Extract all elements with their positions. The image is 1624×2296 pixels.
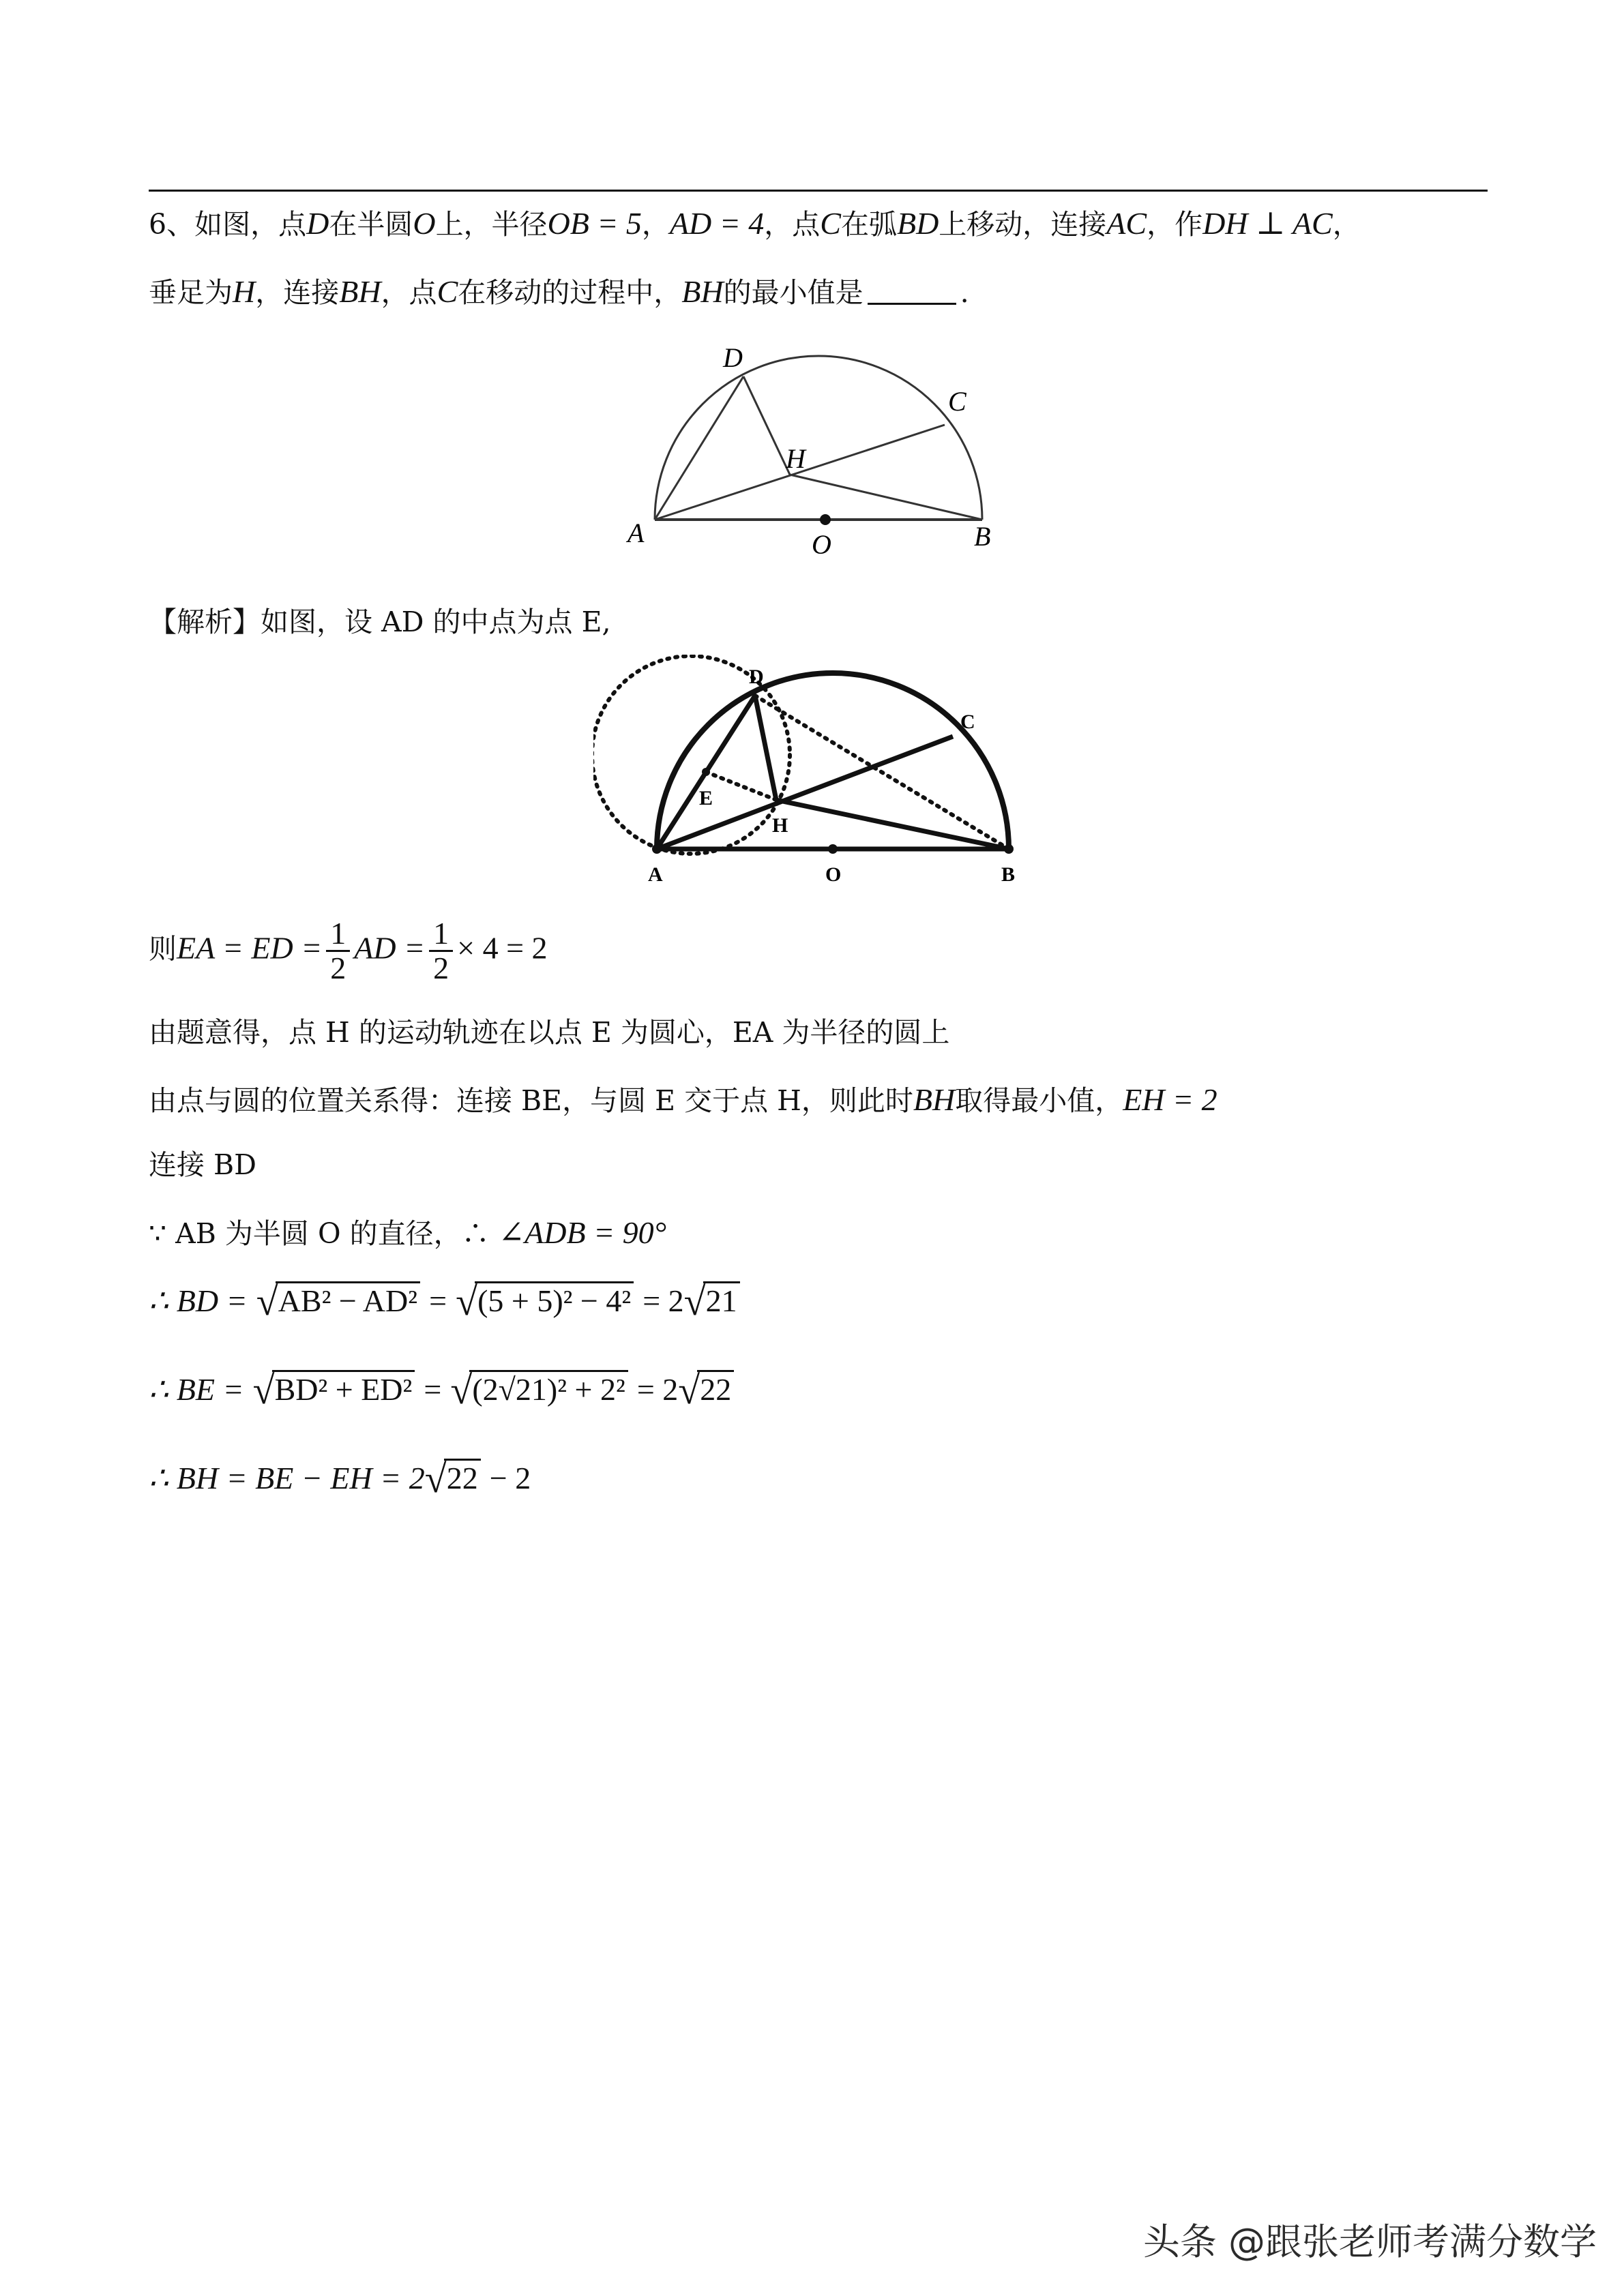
solution-step-7: ∴ BE = √ BD² + ED² = √ (2√21)² + 2² = 2 √ 22 <box>149 1371 734 1408</box>
segment-hb <box>790 475 982 520</box>
sqrt-expression: √ (2√21)² + 2² <box>450 1371 628 1408</box>
sqrt-expression: √ 22 <box>425 1459 481 1497</box>
label-o: O <box>812 529 831 560</box>
fraction-half-2: $\frac{1}{2}$ <box>429 917 453 985</box>
sqrt-expression: √ AB² − AD² <box>256 1282 420 1320</box>
label-d-2: D <box>749 666 764 688</box>
label-h-2: H <box>772 814 788 837</box>
semicircle-arc-2 <box>657 673 1009 849</box>
point-e-2 <box>702 768 710 776</box>
point-a-2 <box>652 844 662 854</box>
center-point-o <box>820 514 831 525</box>
solution-step-8: ∴ BH = BE − EH = 2 √ 22 − 2 <box>149 1457 531 1501</box>
label-d: D <box>723 342 743 373</box>
figure-1-semicircle <box>614 334 996 573</box>
segment-dh-2 <box>755 696 776 800</box>
problem-line-2: 垂足为H，连接BH，点C在移动的过程中，BH的最小值是 . <box>149 274 969 309</box>
label-h: H <box>786 443 806 474</box>
solution-intro: 【解析】如图，设 AD 的中点为点 E, <box>149 606 611 638</box>
label-a: A <box>628 518 645 548</box>
segment-ad <box>655 376 743 520</box>
solution-step-3: 由点与圆的位置关系得：连接 BE，与圆 E 交于点 H，则此时BH取得最小值，EH = 2 <box>149 1082 1217 1117</box>
answer-blank <box>868 303 956 305</box>
segment-eh-dotted <box>706 772 776 800</box>
watermark: 头条 @跟张老师考满分数学 <box>1142 2220 1597 2263</box>
solution-step-1: 则EA = ED = $\frac{1}{2}$ AD = $\frac{1}{2}$ × 4 = 2 <box>149 916 548 986</box>
sqrt-expression: √ 22 <box>678 1371 734 1408</box>
label-o-2: O <box>825 863 842 886</box>
solution-step-4: 连接 BD <box>149 1148 257 1181</box>
segment-dh <box>743 376 790 475</box>
solution-step-5: ∵ AB 为半圆 O 的直径，∴ ∠ADB = 90° <box>149 1215 667 1250</box>
solution-step-2: 由题意得，点 H 的运动轨迹在以点 E 为圆心，EA 为半径的圆上 <box>149 1016 950 1049</box>
label-b-2: B <box>1001 863 1016 886</box>
fraction-half: $\frac{1}{2}$ <box>326 917 350 985</box>
problem-line-1: 6、如图，点D在半圆O上，半径OB = 5，AD = 4，点C在弧BD上移动，连接AC，作DH ⊥ AC， <box>149 206 1361 241</box>
label-a-2: A <box>648 863 663 886</box>
segment-hb-2 <box>776 800 1009 849</box>
label-b: B <box>974 521 991 552</box>
figure-2-solution <box>593 655 1030 893</box>
label-c-2: C <box>960 711 975 733</box>
point-o-2 <box>828 844 838 854</box>
point-b-2 <box>1004 844 1014 854</box>
sqrt-expression: √ (5 + 5)² − 4² <box>456 1282 634 1320</box>
solution-step-6: ∴ BD = √ AB² − AD² = √ (5 + 5)² − 4² = 2 √ 21 <box>149 1282 740 1320</box>
label-c: C <box>948 386 966 417</box>
semicircle-arc <box>655 356 982 520</box>
sqrt-expression: √ 21 <box>684 1282 740 1320</box>
sqrt-expression: √ BD² + ED² <box>253 1371 415 1408</box>
top-rule <box>149 190 1488 192</box>
label-e-2: E <box>699 787 713 809</box>
